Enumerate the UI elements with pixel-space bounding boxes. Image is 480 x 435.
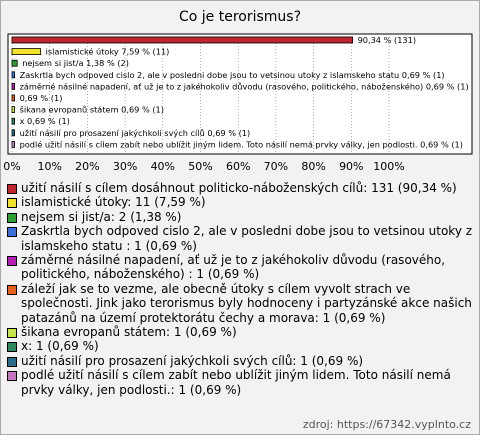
- x-tick-label: 30%: [112, 160, 138, 173]
- legend-label: Zaskrtla bych odpoved cislo 2, ale v posledni dobe jsou to vetsinou utoky z islamskeho statu : 1 (0,69 %): [21, 224, 473, 253]
- legend-swatch: [7, 256, 17, 266]
- x-tick-label: 50%: [188, 160, 213, 173]
- legend-label: záměrné násilné napadení, ať už je to z jakéhokoliv důvodu (rasového, politického, náboženského) : 1 (0,69 %): [21, 253, 446, 282]
- legend-label: nejsem si jist/a: 2 (1,38 %): [21, 209, 182, 224]
- bar-data-label: šikana evropanů státem 0,69 % (1): [19, 104, 164, 115]
- legend-swatch: [7, 184, 17, 194]
- x-tick-label: 60%: [225, 160, 251, 173]
- legend-swatch: [7, 342, 17, 352]
- legend-label: užití násilí s cílem dosáhnout politicko-náboženských cílů: 131 (90,34 %): [21, 181, 457, 195]
- legend-swatch: [7, 285, 17, 295]
- x-tick-label: 0%: [3, 160, 21, 173]
- bar: [12, 118, 15, 124]
- legend-item: [6, 282, 474, 325]
- chart-title: Co je terorismus?: [178, 9, 302, 25]
- bar-chart: [0, 0, 480, 180]
- bar-data-label: 0,69 % (1): [19, 93, 63, 103]
- bar-data-label: nejsem si jist/a 1,38 % (2): [22, 58, 129, 69]
- bar-data-label: islamistické útoky 7,59 % (11): [45, 46, 170, 57]
- legend-item: [6, 354, 474, 368]
- bar-data-label: záměrné násilné napadení, ať už je to z jakéhokoliv důvodu (rasového, politického, náboženského) 0,69 % (1): [19, 81, 469, 92]
- bar-data-label: Zaskrtla bych odpoved cislo 2, ale v posledni dobe jsou to vetsinou utoky z islamskeho statu 0,69 % (1): [19, 69, 445, 80]
- legend-swatch: [7, 227, 17, 237]
- legend-label: podlé užití násilí s cílem zabít nebo ublížit jiným lidem. Toto násilí nemá prvky války, jen podlosti.: 1 (0,69 %): [21, 368, 451, 397]
- x-tick-label: 10%: [37, 160, 62, 173]
- bar: [12, 83, 15, 89]
- x-tick-label: 20%: [75, 160, 100, 173]
- bar-data-label: užití násilí pro prosazení jakýchkoli svých cílů 0,69 % (1): [19, 127, 251, 138]
- bar: [12, 49, 41, 55]
- x-tick-label: 90%: [339, 160, 364, 173]
- legend-swatch: [7, 213, 17, 223]
- legend-item: [6, 325, 474, 339]
- x-tick-label: 70%: [263, 160, 289, 173]
- legend-swatch: [7, 328, 17, 338]
- bar: [12, 130, 15, 136]
- bar-data-label: podlé užití násilí s cílem zabít nebo ublížit jiným lidem. Toto násilí nemá prvky války, jen podlosti. 0,69 % (1): [19, 139, 463, 150]
- source-label: zdroj: https://67342.vyplnto.cz: [302, 418, 471, 431]
- legend-label: užití násilí pro prosazení jakýchkoli svých cílů: 1 (0,69 %): [21, 353, 364, 368]
- legend-item: [6, 253, 474, 282]
- bar: [12, 72, 15, 78]
- bar: [12, 141, 15, 147]
- x-tick-label: 40%: [150, 160, 176, 173]
- x-tick-label: 100%: [373, 160, 405, 173]
- legend-swatch: [7, 357, 17, 367]
- legend-swatch: [7, 371, 17, 381]
- x-tick-label: 80%: [301, 160, 326, 173]
- legend-item: [6, 368, 474, 397]
- chart-legend: [6, 181, 474, 397]
- bar: [12, 60, 17, 66]
- legend-label: x: 1 (0,69 %): [21, 339, 99, 354]
- legend-item: [6, 181, 474, 195]
- legend-label: záleží jak se to vezme, ale obecně útoky s cílem vyvolt strach ve společnosti. Jink jako terorismus byly hodnoceny i partyzánské akce našich patazánů na území protektorátu čechy a morava: 1 (0,69 %): [21, 281, 472, 325]
- legend-label: šikana evropanů státem: 1 (0,69 %): [21, 325, 237, 340]
- bar: [12, 95, 15, 101]
- legend-item: [6, 339, 474, 353]
- legend-label: islamistické útoky: 11 (7,59 %): [21, 195, 206, 210]
- bar: [12, 107, 15, 113]
- bar-data-label: 90,34 % (131): [357, 35, 417, 45]
- bar: [12, 37, 353, 43]
- legend-item: [6, 195, 474, 209]
- legend-item: [6, 224, 474, 253]
- legend-item: [6, 210, 474, 224]
- legend-swatch: [7, 198, 17, 208]
- bar-data-label: x 0,69 % (1): [19, 116, 70, 127]
